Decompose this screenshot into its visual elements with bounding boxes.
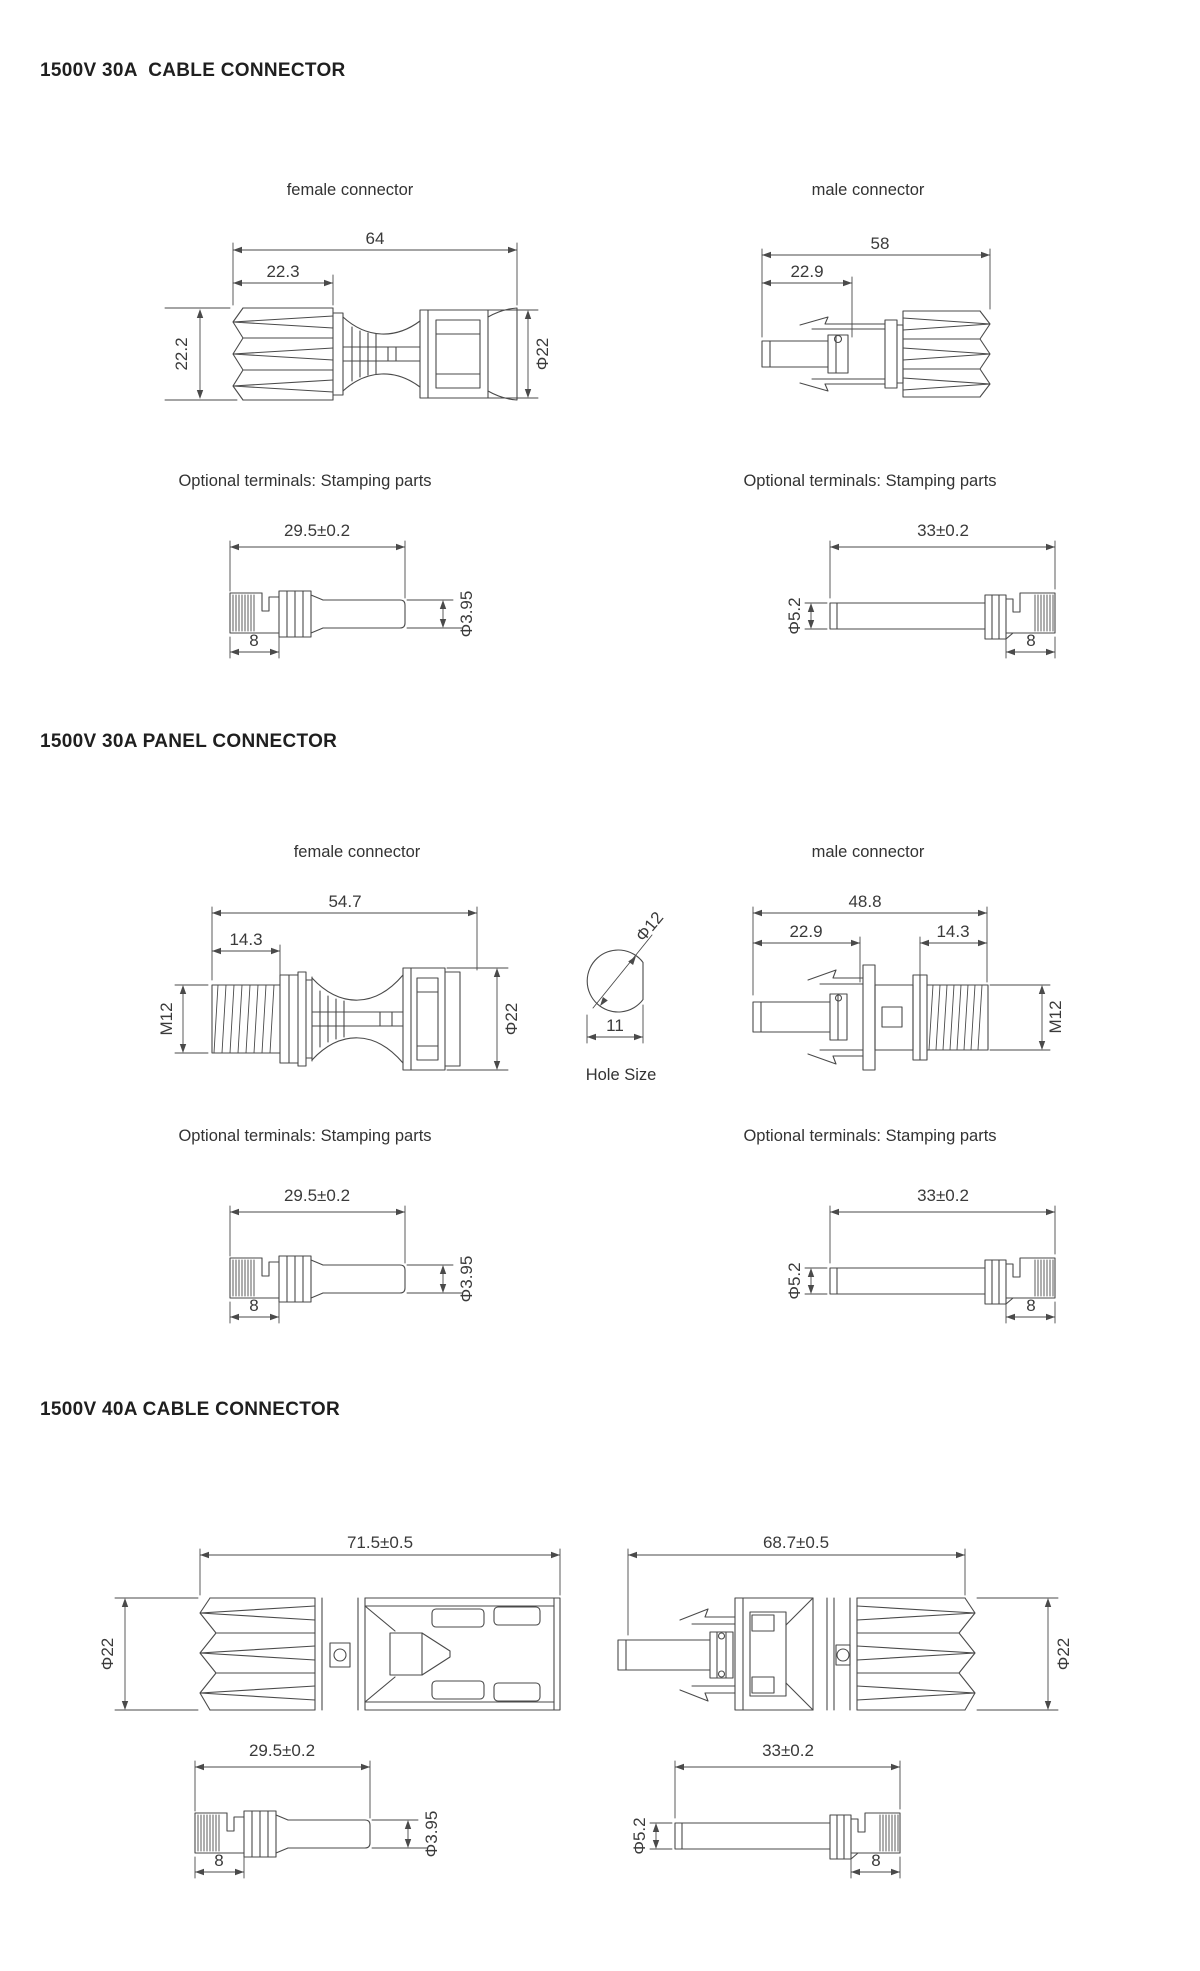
dim-height: 22.2 [172,337,191,371]
drawing-male-terminal [765,515,1075,665]
connector-body-outline [212,968,460,1070]
dim-hole-diameter: Φ12 [631,908,668,946]
dim-terminal-diameter: Φ3.95 [457,590,476,638]
drawing-male-terminal [765,1180,1075,1330]
terminal-outline [830,593,1055,639]
dimension-arrowheads [808,1209,1055,1320]
optional-terminals-label: Optional terminals: Stamping parts [178,1127,432,1145]
connector-body-outline [762,311,990,397]
hole-size-label: Hole Size [585,1066,657,1084]
dim-total-length: 58 [870,234,890,253]
section-title-30a-cable: 1500V 30A CABLE CONNECTOR [40,60,346,81]
dim-terminal-diameter: Φ5.2 [785,1262,804,1300]
female-connector-label-30a-panel: female connector [293,843,421,861]
dim-terminal-length: 29.5±0.2 [248,1741,316,1760]
dim-terminal-length: 33±0.2 [762,1741,814,1760]
optional-terminals-label: Optional terminals: Stamping parts [743,472,997,490]
section-title-40a-cable: 1500V 40A CABLE CONNECTOR [40,1399,340,1420]
dim-front-length: 22.9 [790,262,824,281]
dimension-lines [175,907,508,1070]
dim-diameter: Φ22 [1054,1637,1073,1671]
dim-hole-width: 11 [606,1016,624,1035]
dim-terminal-diameter: Φ5.2 [630,1817,649,1855]
drawing-female-terminal [205,515,515,665]
drawing-female-terminal [170,1735,480,1885]
section-title-30a-panel: 1500V 30A PANEL CONNECTOR [40,731,338,752]
dimension-lines [115,1549,560,1710]
optional-terminals-label: Optional terminals: Stamping parts [178,472,432,490]
dim-crimp-length: 8 [214,1851,224,1870]
dimension-arrowheads [628,1552,1051,1710]
dim-crimp-length: 8 [249,631,259,650]
dim-terminal-diameter: Φ5.2 [785,597,804,635]
dim-thread-size: M12 [157,1002,176,1036]
terminal-outline [830,1258,1055,1304]
connector-body-outline [200,1598,560,1710]
drawing-male-terminal [610,1735,920,1885]
dimension-lines [805,1206,1055,1323]
drawing-30a-panel-male-connector [720,860,1180,1090]
dim-total-length: 54.7 [328,892,362,911]
dim-terminal-length: 29.5±0.2 [283,1186,351,1205]
dim-thread-length: 14.3 [936,922,970,941]
dim-total-length: 64 [365,229,385,248]
dim-crimp-length: 8 [871,1851,881,1870]
dim-thread-length: 14.3 [229,930,263,949]
dim-terminal-length: 33±0.2 [917,521,969,540]
dimension-lines [650,1761,900,1878]
dim-thread-size: M12 [1046,1000,1065,1034]
drawing-panel-mounting-hole [555,895,685,1060]
dim-total-length: 48.8 [848,892,882,911]
connector-body-outline [233,308,517,400]
dim-total-length: 68.7±0.5 [762,1533,830,1552]
dim-diameter: Φ22 [502,1002,521,1036]
dim-terminal-length: 29.5±0.2 [283,521,351,540]
hole-outline [587,935,652,1012]
female-connector-label-30a-cable: female connector [286,181,414,199]
optional-terminals-label: Optional terminals: Stamping parts [743,1127,997,1145]
drawing-40a-cable-male-connector [600,1485,1120,1730]
drawing-30a-panel-female-connector [140,860,560,1090]
connector-body-outline [753,965,988,1070]
dim-diameter: Φ22 [533,337,552,371]
dim-crimp-length: 8 [1026,1296,1036,1315]
dim-crimp-length: 8 [1026,631,1036,650]
drawing-40a-cable-female-connector [60,1485,580,1730]
drawing-30a-cable-male-connector [590,225,1060,425]
dim-terminal-length: 33±0.2 [917,1186,969,1205]
dimension-arrowheads [653,1764,900,1875]
drawing-female-terminal [205,1180,515,1330]
male-connector-label-30a-cable: male connector [811,181,925,199]
dim-total-length: 71.5±0.5 [346,1533,414,1552]
male-connector-label-30a-panel: male connector [811,843,925,861]
dim-crimp-length: 8 [249,1296,259,1315]
dimension-lines [805,541,1055,658]
dim-front-length: 22.3 [266,262,300,281]
dim-terminal-diameter: Φ3.95 [422,1810,441,1858]
connector-body-outline [618,1598,975,1710]
dim-front-length: 22.9 [789,922,823,941]
dim-terminal-diameter: Φ3.95 [457,1255,476,1303]
dimension-arrowheads [808,544,1055,655]
dim-diameter: Φ22 [98,1637,117,1671]
drawing-30a-cable-female-connector [130,225,560,425]
dimension-arrowheads [180,910,500,1070]
terminal-outline [675,1813,900,1859]
